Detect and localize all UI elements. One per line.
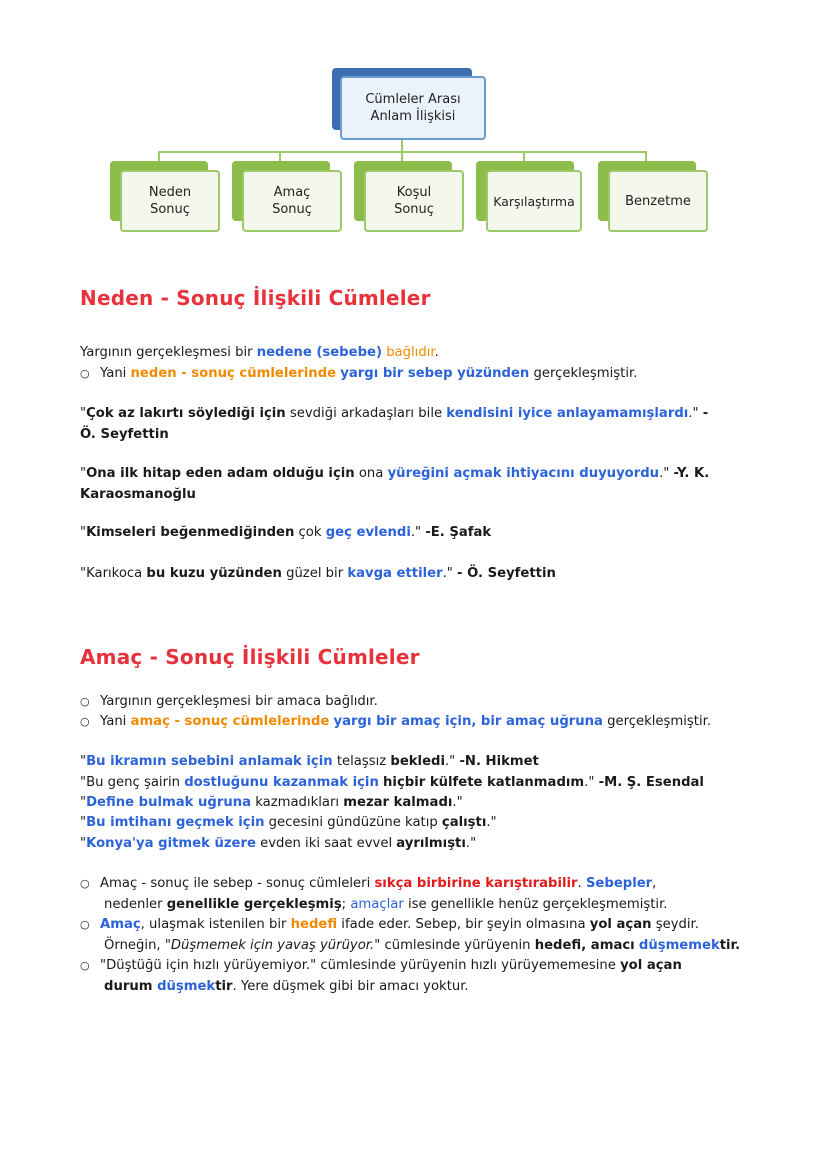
bullet-icon: ○ <box>80 367 90 380</box>
s2-example-4: "Bu imtihanı geçmek için gecesini gündüzüne katıp çalıştı." <box>80 815 497 830</box>
root-box <box>340 76 486 140</box>
s2-example-2: "Bu genç şairin dostluğunu kazanmak için hiçbir külfete katlanmadım." -M. Ş. Esendal <box>80 775 704 790</box>
s2-note-2: ○ Amaç, ulaşmak istenilen bir hedefi ifade eder. Sebep, bir şeyin olmasına yol açan şeydir. Örneğin, "Düşmemek için yavaş yürüyor." cümlesinde yürüyenin hedefi, amacı düşmemektir. <box>80 917 741 953</box>
s1-example-4: "Karıkoca bu kuzu yüzünden güzel bir kavga ettiler." - Ö. Seyfettin <box>80 566 556 581</box>
s2-example-5: "Konya'ya gitmek üzere evden iki saat evvel ayrılmıştı." <box>80 836 477 851</box>
bullet-icon: ○ <box>80 877 90 890</box>
s2-example-1: "Bu ikramın sebebini anlamak için telaşsız bekledi." -N. Hikmet <box>80 754 539 769</box>
child-label: Benzetme <box>625 193 691 209</box>
child-label: Sonuç <box>272 202 312 217</box>
s1-example-2: "Ona ilk hitap eden adam olduğu için ona yüreğini açmak ihtiyacını duyuyordu." -Y. K. Karaosmanoğlu <box>80 466 710 502</box>
section-title-neden-sonuc: Neden - Sonuç İlişkili Cümleler <box>80 286 431 310</box>
child-box-neden-sonuc <box>120 170 220 232</box>
section-title-amac-sonuc: Amaç - Sonuç İlişkili Cümleler <box>80 645 420 669</box>
child-label: Neden <box>148 185 192 200</box>
s2-note-3: ○ "Düştüğü için hızlı yürüyemiyor." cümlesinde yürüyenin hızlı yürüyememesine yol açan durum düşmektir. Yere düşmek gibi bir amacı yoktur. <box>80 958 682 994</box>
child-label: Sonuç <box>394 202 434 217</box>
s2-example-3: "Define bulmak uğruna kazmadıkları mezar kalmadı." <box>80 795 463 810</box>
bullet-icon: ○ <box>80 959 90 972</box>
child-box-benzetme <box>608 170 708 232</box>
child-box-kosul-sonuc <box>364 170 464 232</box>
s1-intro: Yargının gerçekleşmesi bir nedene (sebebe) bağlıdır. <box>80 345 439 360</box>
s2-bullet-2: ○ Yani amaç - sonuç cümlelerinde yargı bir amaç için, bir amaç uğruna gerçekleşmiştir. <box>80 712 770 733</box>
root-line2: Anlam İlişkisi <box>370 109 456 124</box>
child-box-karsilastirma <box>486 170 582 232</box>
s2-bullet-1: ○ Yargının gerçekleşmesi bir amaca bağlıdır. <box>80 692 770 713</box>
child-label: Sonuç <box>150 202 190 217</box>
s1-example-3: "Kimseleri beğenmediğinden çok geç evlendi." -E. Şafak <box>80 525 492 540</box>
child-label: Amaç <box>273 185 311 200</box>
bullet-icon: ○ <box>80 715 90 728</box>
s1-example-1: "Çok az lakırtı söylediği için sevdiği arkadaşları bile kendisini iyice anlayamamışlardı." - Ö. Seyfettin <box>80 406 709 442</box>
child-label: Koşul <box>396 185 432 200</box>
concept-diagram <box>0 0 828 250</box>
child-label: Karşılaştırma <box>493 193 575 209</box>
bullet-icon: ○ <box>80 918 90 931</box>
bullet-icon: ○ <box>80 695 90 708</box>
s2-note-1: ○ Amaç - sonuç ile sebep - sonuç cümleleri sıkça birbirine karıştırabilir. Sebepler, nedenler genellikle gerçekleşmiş; amaçlar ise genellikle henüz gerçekleşmemiştir. <box>80 876 668 912</box>
root-line1: Cümleler Arası <box>365 92 461 107</box>
s1-yani-bullet: ○ Yani neden - sonuç cümlelerinde yargı bir sebep yüzünden gerçekleşmiştir. <box>80 364 770 385</box>
child-box-amac-sonuc <box>242 170 342 232</box>
